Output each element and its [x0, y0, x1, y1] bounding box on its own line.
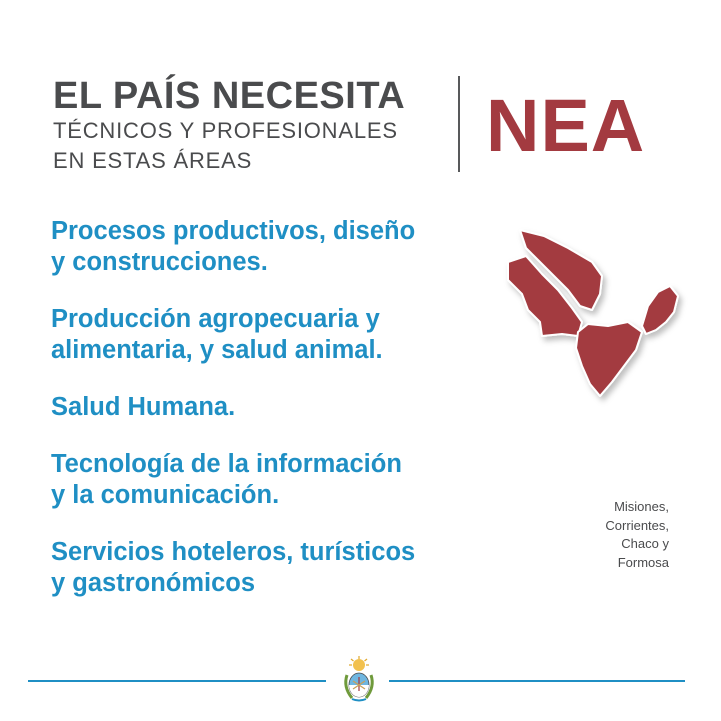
argentina-coat-of-arms-icon: [340, 655, 378, 703]
header: [53, 76, 405, 176]
area-item-line-1: Servicios hoteleros, turísticos: [51, 538, 416, 566]
province-label: Misiones,: [614, 499, 669, 514]
area-item-line-2: alimentaria, y salud animal.: [51, 336, 383, 364]
corrientes-shape: [576, 322, 642, 396]
provinces-list: [605, 498, 669, 572]
area-item-line-2: y gastronómicos: [51, 569, 256, 597]
area-item-line-1: Procesos productivos, diseño: [51, 217, 416, 245]
area-item-line-2: y construcciones.: [51, 248, 268, 276]
misiones-shape: [642, 286, 678, 334]
subline-1: TÉCNICOS Y PROFESIONALES: [53, 118, 398, 143]
nea-region-map-icon: [496, 218, 696, 408]
area-item: [51, 304, 511, 366]
header-divider: [458, 76, 460, 172]
footer-line-right: [389, 680, 685, 682]
area-item: [51, 537, 511, 599]
area-item-line-1: Producción agropecuaria y: [51, 305, 380, 333]
area-item-line-1: Salud Humana.: [51, 393, 236, 421]
province-label: Corrientes,: [605, 517, 669, 533]
area-item: [51, 216, 511, 278]
subline-2: EN ESTAS ÁREAS: [53, 148, 253, 173]
headline: EL PAÍS NECESITA: [53, 75, 406, 117]
footer-line-left: [28, 680, 326, 682]
area-item-line-1: Tecnología de la información: [51, 450, 402, 478]
area-item: [51, 449, 511, 511]
area-item: [51, 392, 511, 423]
province-label: Formosa: [617, 554, 669, 570]
area-item-line-2: y la comunicación.: [51, 481, 280, 509]
province-label: Chaco y: [621, 536, 669, 551]
region-title: NEA: [486, 84, 646, 167]
areas-list: [51, 216, 511, 625]
